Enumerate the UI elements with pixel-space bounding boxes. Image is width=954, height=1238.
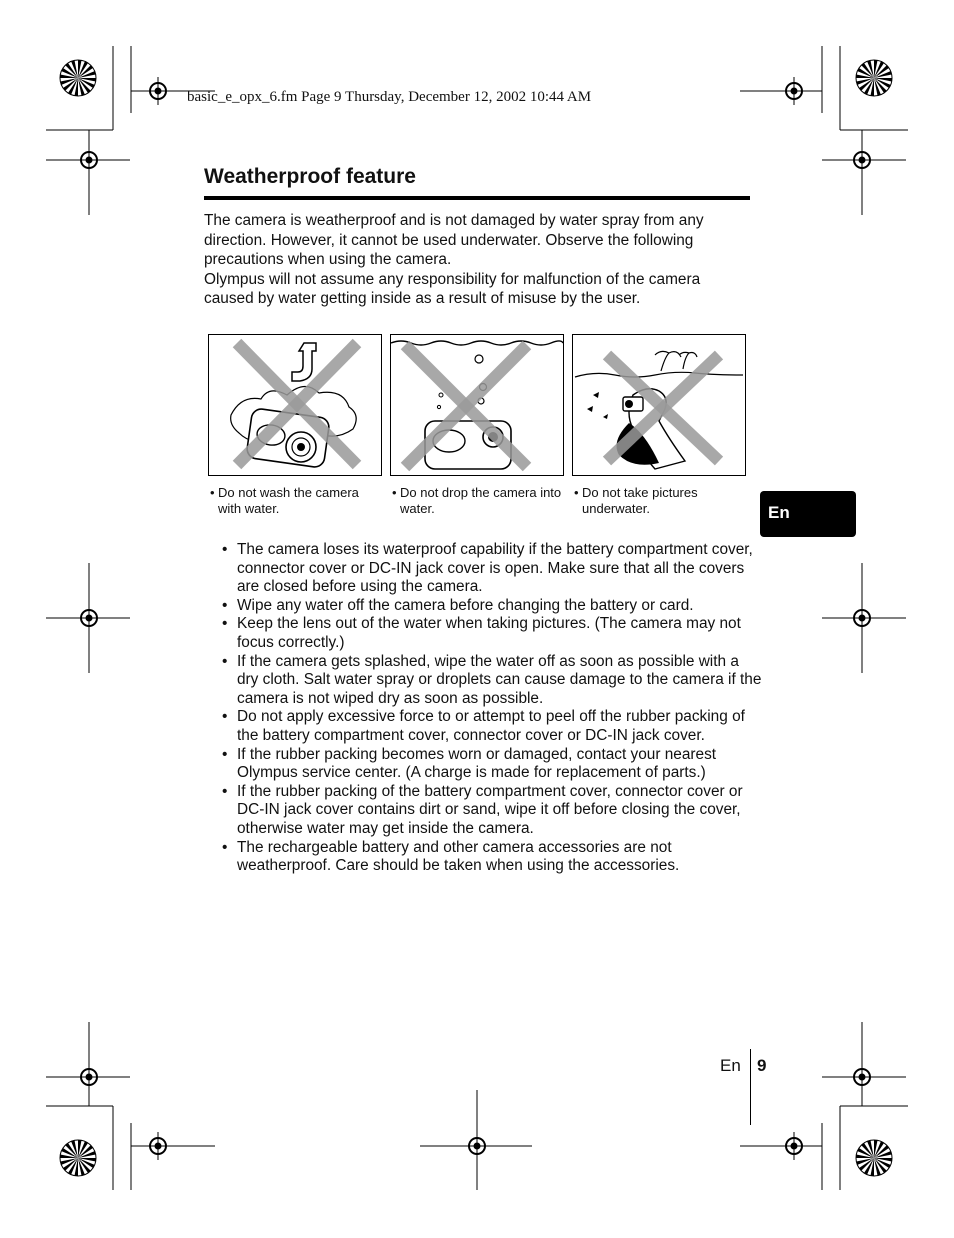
caption-bullet: •	[392, 485, 397, 500]
bullet-marker: •	[222, 745, 228, 763]
camera-washed-under-faucet-icon	[209, 335, 381, 475]
page-number: 9	[757, 1056, 767, 1075]
registration-starburst-icon	[856, 60, 892, 96]
bullet-marker: •	[222, 541, 228, 558]
list-item	[222, 708, 762, 745]
caption-bullet: •	[210, 485, 215, 500]
intro-text	[204, 211, 754, 309]
figure-underwater-photo	[572, 334, 746, 476]
caption-text: Do not drop the camera into water.	[400, 485, 562, 516]
caption-bullet: •	[574, 485, 579, 500]
caption-text: Do not wash the camera with water.	[218, 485, 359, 516]
list-item	[222, 653, 762, 709]
bullet-marker: •	[222, 596, 228, 614]
intro-paragraph-1: The camera is weatherproof and is not damaged by water spray from any direction. However, it cannot be used underwater. Observe the following precautions when using the camera.	[204, 212, 704, 269]
language-tab-label: En	[768, 503, 790, 522]
list-item	[222, 541, 762, 597]
bullet-marker: •	[222, 838, 228, 856]
figure-wash-camera	[208, 334, 382, 476]
title-rule	[204, 196, 750, 200]
list-item-text: The rechargeable battery and other camera accessories are not weatherproof. Care should be taken when using the accessories.	[237, 838, 680, 875]
figure-caption-1	[210, 485, 382, 517]
file-header-line: basic_e_opx_6.fm Page 9 Thursday, December 12, 2002 10:44 AM	[187, 89, 592, 105]
caption-text: Do not take pictures underwater.	[582, 485, 698, 516]
language-tab	[760, 491, 856, 537]
camera-dropped-in-water-icon	[391, 335, 563, 475]
list-item-text: If the rubber packing of the battery compartment cover, connector cover or DC-IN jack cover contains dirt or sand, wipe it off before closing the cover, otherwise water may get inside the camera.	[237, 782, 743, 837]
list-item	[222, 839, 762, 876]
intro-paragraph-2: Olympus will not assume any responsibility for malfunction of the camera caused by water getting inside as a result of misuse by the user.	[204, 270, 701, 308]
list-item-text: If the camera gets splashed, wipe the water off as soon as possible with a dry cloth. Salt water spray or droplets can cause damage to the camera if the camera is not wiped dry as soon as possible.	[237, 652, 762, 707]
bullet-marker: •	[222, 615, 228, 633]
footer-separator	[750, 1049, 751, 1125]
bullet-marker: •	[222, 652, 228, 670]
figure-drop-camera	[390, 334, 564, 476]
footer-language: En	[720, 1056, 741, 1075]
registration-starburst-icon	[856, 1140, 892, 1176]
registration-starburst-icon	[60, 60, 96, 96]
list-item	[222, 746, 762, 783]
figure-caption-3	[574, 485, 746, 517]
list-item-text: The camera loses its waterproof capability if the battery compartment cover, connector cover or DC-IN jack cover is open. Make sure that all the covers are closed before using the camera.	[237, 541, 753, 596]
list-item-text: Wipe any water off the camera before changing the battery or card.	[237, 596, 694, 614]
list-item-text: If the rubber packing becomes worn or damaged, contact your nearest Olympus service center. (A charge is made for replacement of parts.)	[237, 745, 717, 782]
list-item-text: Keep the lens out of the water when taking pictures. (The camera may not focus correctly.)	[237, 615, 741, 651]
registration-starburst-icon	[60, 1140, 96, 1176]
person-photographing-underwater-icon	[573, 335, 745, 475]
list-item	[222, 615, 762, 652]
list-item	[222, 783, 762, 839]
list-item	[222, 597, 762, 616]
bullet-marker: •	[222, 782, 228, 800]
bullet-marker: •	[222, 708, 228, 726]
list-item-text: Do not apply excessive force to or attempt to peel off the rubber packing of the battery compartment cover, connector cover or DC-IN jack cover.	[237, 708, 745, 744]
section-title: Weatherproof feature	[204, 165, 416, 188]
precautions-list	[222, 541, 762, 876]
figure-caption-2	[392, 485, 564, 517]
